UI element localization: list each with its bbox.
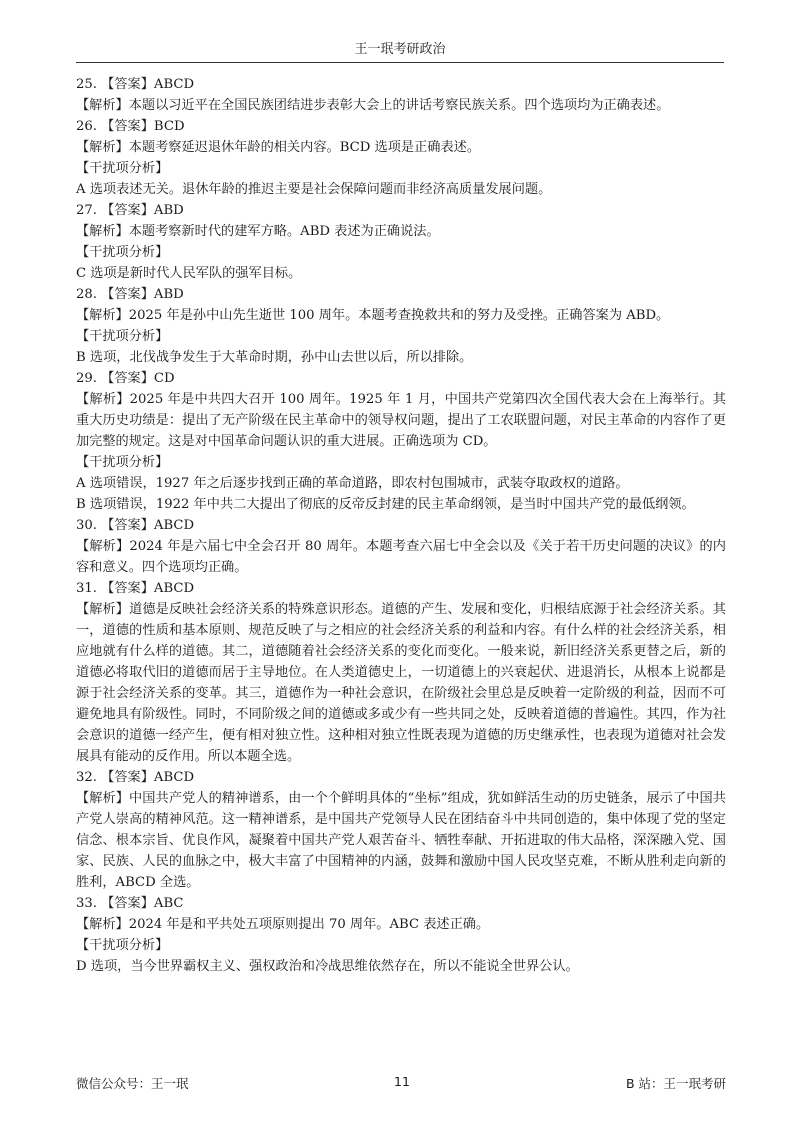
question-block bbox=[76, 515, 726, 578]
explanation-paragraph: A 选项错误，1927 年之后逐步找到正确的革命道路，即农村包围城市，武装夺取政权的道路。 bbox=[76, 476, 629, 491]
explanation-paragraph: 【干扰项分析】 bbox=[76, 455, 169, 470]
header-divider bbox=[76, 62, 724, 63]
explanation-paragraph: 【解析】2024 年是和平共处五项原则提出 70 周年。ABC 表述正确。 bbox=[76, 917, 490, 932]
explanation-paragraph: C 选项是新时代人民军队的强军目标。 bbox=[76, 266, 302, 281]
answer-line: 30. 【答案】ABCD bbox=[76, 518, 195, 533]
explanation-paragraph: 【解析】本题考察新时代的建军方略。ABD 表述为正确说法。 bbox=[76, 224, 440, 239]
answer-line: 26. 【答案】BCD bbox=[76, 119, 185, 134]
explanation-paragraph: A 选项表述无关。退休年龄的推迟主要是社会保障问题而非经济高质量发展问题。 bbox=[76, 182, 552, 197]
explanation-paragraph: 【解析】2024 年是六届七中全会召开 80 周年。本题考查六届七中全会以及《关于若干历史问题的决议》的内容和意义。四个选项均正确。 bbox=[76, 539, 726, 575]
answer-line: 25. 【答案】ABCD bbox=[76, 77, 195, 92]
explanation-paragraph: 【解析】本题考察延迟退休年龄的相关内容。BCD 选项是正确表述。 bbox=[76, 140, 481, 155]
answer-line: 28. 【答案】ABD bbox=[76, 287, 184, 302]
question-block bbox=[76, 368, 726, 515]
explanation-paragraph: 【解析】中国共产党人的精神谱系，由一个个鲜明具体的“坐标”组成，犹如鲜活生动的历史链条，展示了中国共产党人崇高的精神风范。这一精神谱系，是中国共产党领导人民在团结奋斗中共同创造的，集中体现了党的坚定信念、根本宗旨、优良作风，凝聚着中国共产党人艰苦奋斗、牺牲奉献、开拓进取的伟大品格，深深融入党、国家、民族、人民的血脉之中，极大丰富了中国精神的内涵，鼓舞和激励中国人民攻坚克难，不断从胜利走向新的胜利，ABCD 全选。 bbox=[76, 791, 726, 890]
explanation-paragraph: B 选项错误，1922 年中共二大提出了彻底的反帝反封建的民主革命纲领，是当时中国共产党的最低纲领。 bbox=[76, 497, 695, 512]
explanation-paragraph: 【解析】2025 年是中共四大召开 100 周年。1925 年 1 月，中国共产党第四次全国代表大会在上海举行。其重大历史功绩是：提出了无产阶级在民主革命中的领导权问题，提出了工农联盟问题，对民主革命的内容作了更加完整的规定。这是对中国革命问题认识的重大进展。正确选项为 CD。 bbox=[76, 392, 726, 449]
question-block bbox=[76, 893, 726, 977]
question-block bbox=[76, 116, 726, 200]
question-block bbox=[76, 578, 726, 767]
explanation-paragraph: 【干扰项分析】 bbox=[76, 245, 169, 260]
question-block bbox=[76, 74, 726, 116]
footer-bilibili: B 站：王一珉考研 bbox=[625, 1076, 726, 1091]
explanation-paragraph: B 选项，北伐战争发生于大革命时期，孙中山去世以后，所以排除。 bbox=[76, 350, 473, 365]
explanation-paragraph: 【干扰项分析】 bbox=[76, 329, 169, 344]
answer-explanations bbox=[76, 74, 726, 977]
page-header-title: 王一珉考研政治 bbox=[354, 42, 446, 57]
question-block bbox=[76, 284, 726, 368]
answer-line: 33. 【答案】ABC bbox=[76, 896, 184, 911]
answer-line: 27. 【答案】ABD bbox=[76, 203, 184, 218]
answer-line: 31. 【答案】ABCD bbox=[76, 581, 195, 596]
explanation-paragraph: D 选项，当今世界霸权主义、强权政治和冷战思维依然存在，所以不能说全世界公认。 bbox=[76, 959, 579, 974]
page-footer bbox=[76, 1074, 726, 1094]
explanation-paragraph: 【干扰项分析】 bbox=[76, 161, 169, 176]
question-block bbox=[76, 200, 726, 284]
explanation-paragraph: 【解析】本题以习近平在全国民族团结进步表彰大会上的讲话考察民族关系。四个选项均为正确表述。 bbox=[76, 98, 670, 113]
answer-line: 32. 【答案】ABCD bbox=[76, 770, 195, 785]
explanation-paragraph: 【解析】2025 年是孙中山先生逝世 100 周年。本题考查挽救共和的努力及受挫。正确答案为 ABD。 bbox=[76, 308, 670, 323]
explanation-paragraph: 【解析】道德是反映社会经济关系的特殊意识形态。道德的产生、发展和变化，归根结底源于社会经济关系。其一，道德的性质和基本原则、规范反映了与之相应的社会经济关系的利益和内容。有什么样的社会经济关系，相应地就有什么样的道德。其二，道德随着社会经济关系的变化而变化。一般来说，新旧经济关系更替之后，新的道德必将取代旧的道德而居于主导地位。在人类道德史上，一切道德上的兴衰起伏、进退消长，从根本上说都是源于社会经济关系的变革。其三，道德作为一种社会意识，在阶级社会里总是反映着一定阶级的利益，因而不可避免地具有阶级性。同时，不同阶级之间的道德或多或少有一些共同之处，反映着道德的普遍性。其四，作为社会意识的道德一经产生，便有相对独立性。这种相对独立性既表现为道德的历史继承性，也表现为道德对社会发展具有能动的反作用。所以本题全选。 bbox=[76, 602, 726, 764]
page-number: 11 bbox=[394, 1074, 410, 1089]
answer-line: 29. 【答案】CD bbox=[76, 371, 175, 386]
question-block bbox=[76, 767, 726, 893]
footer-wechat: 微信公众号：王一珉 bbox=[76, 1076, 189, 1091]
explanation-paragraph: 【干扰项分析】 bbox=[76, 938, 169, 953]
